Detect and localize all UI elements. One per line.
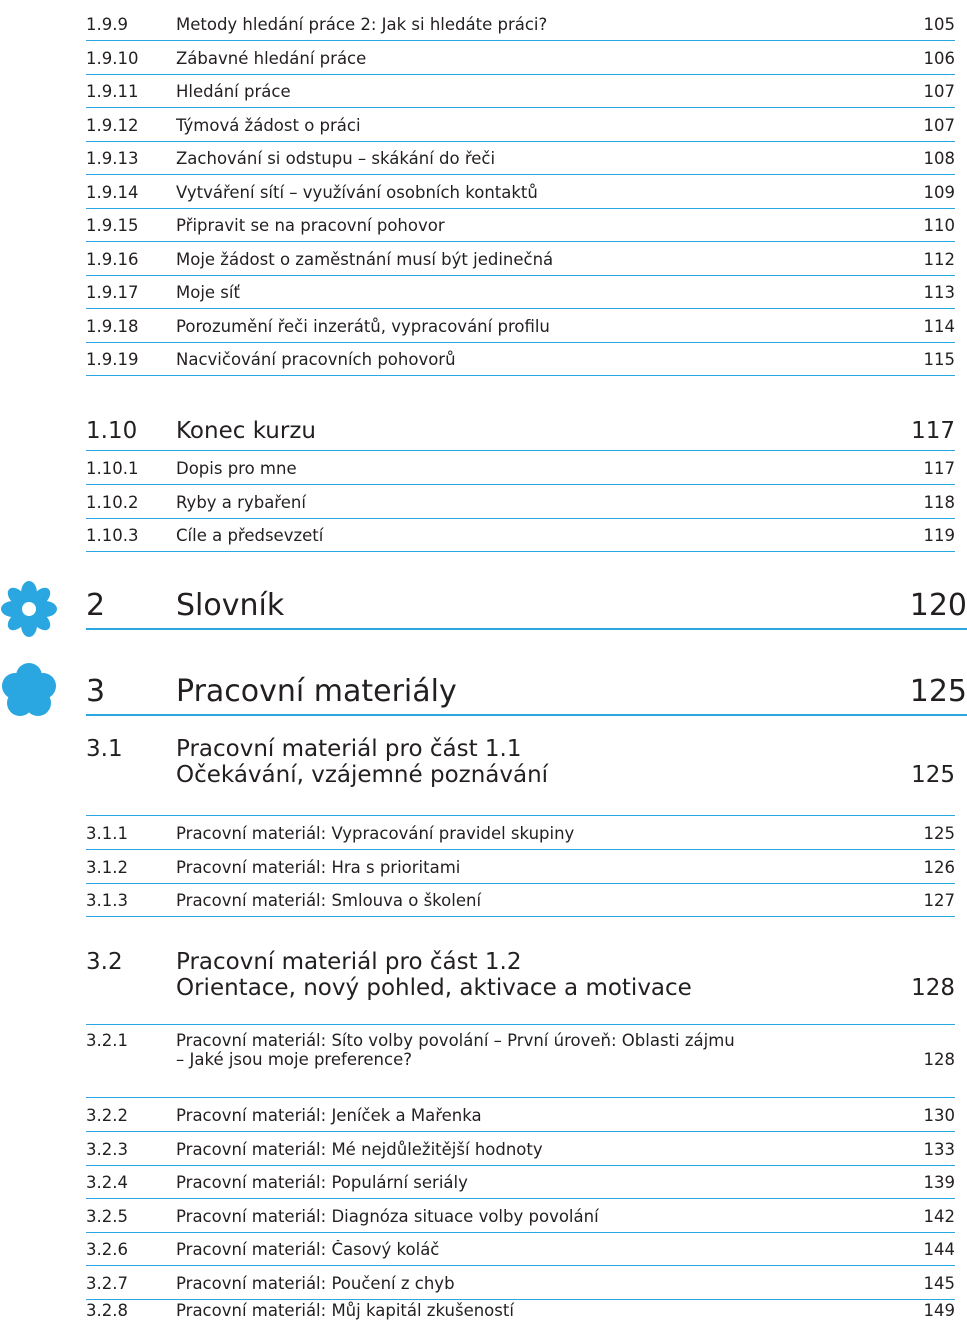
toc-title: Pracovní materiál: Poučení z chyb — [176, 1274, 455, 1293]
toc-page: 125 — [923, 824, 955, 843]
toc-title: Zachování si odstupu – skákání do řeči — [176, 149, 496, 168]
toc-title: Pracovní materiály — [176, 674, 457, 709]
toc-page: 112 — [923, 250, 955, 269]
toc-number: 1.9.17 — [86, 283, 139, 302]
toc-title: Nacvičování pracovních pohovorů — [176, 350, 456, 369]
toc-page: 125 — [911, 762, 955, 788]
toc-number: 1.9.11 — [86, 82, 139, 101]
toc-row[interactable] — [86, 816, 955, 850]
toc-row[interactable] — [86, 275, 955, 309]
toc-number: 3.2.1 — [86, 1031, 128, 1050]
toc-number: 1.10 — [86, 418, 138, 444]
toc-row[interactable] — [86, 108, 955, 142]
toc-page: 107 — [923, 116, 955, 135]
toc-page: 139 — [923, 1173, 955, 1192]
toc-section-heading[interactable] — [86, 736, 955, 816]
toc-section-heading[interactable] — [86, 949, 955, 1025]
toc-row[interactable] — [86, 342, 955, 376]
toc-title: Hledání práce — [176, 82, 291, 101]
toc-number: 3.2.6 — [86, 1240, 128, 1259]
flower-icon — [0, 662, 58, 720]
toc-row[interactable] — [86, 883, 955, 917]
toc-row[interactable] — [86, 1199, 955, 1233]
toc-number: 1.9.10 — [86, 49, 139, 68]
toc-number: 1.9.12 — [86, 116, 139, 135]
toc-number: 2 — [86, 588, 106, 623]
toc-page: 114 — [923, 317, 955, 336]
toc-page: 115 — [923, 350, 955, 369]
toc-title-line1: Pracovní materiál: Síto volby povolání – První úroveň: Oblasti zájmu — [176, 1031, 735, 1050]
toc-title: Porozumění řeči inzerátů, vypracování profilu — [176, 317, 550, 336]
toc-page: 119 — [923, 526, 955, 545]
toc-title: Dopis pro mne — [176, 459, 297, 478]
toc-page: 145 — [923, 1274, 955, 1293]
toc-page: 126 — [923, 858, 955, 877]
toc-row[interactable] — [86, 1266, 955, 1300]
toc-row[interactable] — [86, 7, 955, 41]
toc-number: 1.10.2 — [86, 493, 139, 512]
toc-number: 3.2.4 — [86, 1173, 128, 1192]
toc-row[interactable] — [86, 175, 955, 209]
toc-number: 3.2.3 — [86, 1140, 128, 1159]
toc-title: Slovník — [176, 588, 285, 623]
toc-number: 1.10.3 — [86, 526, 139, 545]
toc-title-line2: – Jaké jsou moje preference? — [176, 1050, 412, 1069]
snowflake-flower-icon — [0, 580, 58, 638]
toc-title: Konec kurzu — [176, 418, 316, 444]
toc-page: 120 — [909, 588, 967, 623]
toc-title: Moje síť — [176, 283, 240, 302]
toc-number: 1.9.13 — [86, 149, 139, 168]
toc-number: 3.2.2 — [86, 1106, 128, 1125]
toc-chapter-heading[interactable] — [86, 664, 967, 716]
toc-row[interactable] — [86, 850, 955, 884]
toc-number: 1.9.9 — [86, 15, 128, 34]
toc-title-line2: Orientace, nový pohled, aktivace a motivace — [176, 975, 692, 1001]
toc-chapter-heading[interactable] — [86, 580, 967, 630]
toc-title: Pracovní materiál: Diagnóza situace volby povolání — [176, 1207, 599, 1226]
toc-row[interactable] — [86, 485, 955, 519]
toc-row[interactable] — [86, 1098, 955, 1132]
toc-number: 3 — [86, 674, 106, 709]
toc-page: 142 — [923, 1207, 955, 1226]
toc-row[interactable] — [86, 518, 955, 552]
toc-page: 106 — [923, 49, 955, 68]
toc-title: Zábavné hledání práce — [176, 49, 367, 68]
toc-number: 1.9.16 — [86, 250, 139, 269]
toc-number: 3.1.2 — [86, 858, 128, 877]
toc-row[interactable] — [86, 208, 955, 242]
toc-page: 109 — [923, 183, 955, 202]
toc-number: 3.1 — [86, 736, 123, 762]
toc-page: 107 — [923, 82, 955, 101]
toc-row[interactable] — [86, 1299, 955, 1326]
toc-page: 133 — [923, 1140, 955, 1159]
toc-title: Pracovní materiál: Časový koláč — [176, 1240, 440, 1259]
toc-title: Pracovní materiál: Můj kapitál zkušeností — [176, 1301, 514, 1320]
toc-title: Pracovní materiál: Smlouva o školení — [176, 891, 482, 910]
toc-number: 1.9.15 — [86, 216, 139, 235]
toc-title: Pracovní materiál: Mé nejdůležitější hodnoty — [176, 1140, 543, 1159]
toc-page: 125 — [909, 674, 967, 709]
toc-page: 130 — [923, 1106, 955, 1125]
toc-page: 118 — [923, 493, 955, 512]
toc-title: Pracovní materiál: Vypracování pravidel skupiny — [176, 824, 575, 843]
toc-row[interactable] — [86, 451, 955, 485]
toc-title-line1: Pracovní materiál pro část 1.2 — [176, 949, 522, 975]
toc-number: 3.1.1 — [86, 824, 128, 843]
toc-number: 1.9.18 — [86, 317, 139, 336]
toc-number: 1.9.19 — [86, 350, 139, 369]
toc-page: 113 — [923, 283, 955, 302]
toc-number: 3.2.5 — [86, 1207, 128, 1226]
toc-page: 110 — [923, 216, 955, 235]
toc-title-line1: Pracovní materiál pro část 1.1 — [176, 736, 522, 762]
toc-row[interactable] — [86, 1165, 955, 1199]
toc-row[interactable] — [86, 74, 955, 108]
toc-number: 1.9.14 — [86, 183, 139, 202]
toc-number: 3.2.7 — [86, 1274, 128, 1293]
toc-title: Moje žádost o zaměstnání musí být jedinečná — [176, 250, 554, 269]
toc-section-heading[interactable] — [86, 405, 955, 451]
toc-number: 1.10.1 — [86, 459, 139, 478]
toc-row[interactable] — [86, 309, 955, 343]
toc-title: Vytváření sítí – využívání osobních kontaktů — [176, 183, 538, 202]
toc-title: Týmová žádost o práci — [176, 116, 361, 135]
toc-row[interactable] — [86, 1132, 955, 1166]
toc-title: Ryby a rybaření — [176, 493, 306, 512]
toc-row[interactable] — [86, 41, 955, 75]
toc-row[interactable] — [86, 1031, 955, 1098]
toc-page: 127 — [923, 891, 955, 910]
toc-title: Připravit se na pracovní pohovor — [176, 216, 445, 235]
toc-number: 3.2.8 — [86, 1301, 128, 1320]
toc-number: 3.2 — [86, 949, 123, 975]
toc-page: 144 — [923, 1240, 955, 1259]
toc-row[interactable] — [86, 1232, 955, 1266]
toc-number: 3.1.3 — [86, 891, 128, 910]
toc-title: Pracovní materiál: Jeníček a Mařenka — [176, 1106, 482, 1125]
toc-row[interactable] — [86, 141, 955, 175]
toc-page: 117 — [923, 459, 955, 478]
toc-page: 108 — [923, 149, 955, 168]
toc-row[interactable] — [86, 242, 955, 276]
toc-title: Metody hledání práce 2: Jak si hledáte práci? — [176, 15, 548, 34]
toc-title: Cíle a předsevzetí — [176, 526, 324, 545]
toc-title: Pracovní materiál: Hra s prioritami — [176, 858, 461, 877]
toc-page: 149 — [923, 1301, 955, 1320]
toc-page: 128 — [911, 975, 955, 1001]
toc-page: 128 — [923, 1050, 955, 1069]
toc-page: 105 — [923, 15, 955, 34]
toc-title-line2: Očekávání, vzájemné poznávání — [176, 762, 549, 788]
toc-page: 117 — [911, 418, 955, 444]
toc-title: Pracovní materiál: Populární seriály — [176, 1173, 468, 1192]
